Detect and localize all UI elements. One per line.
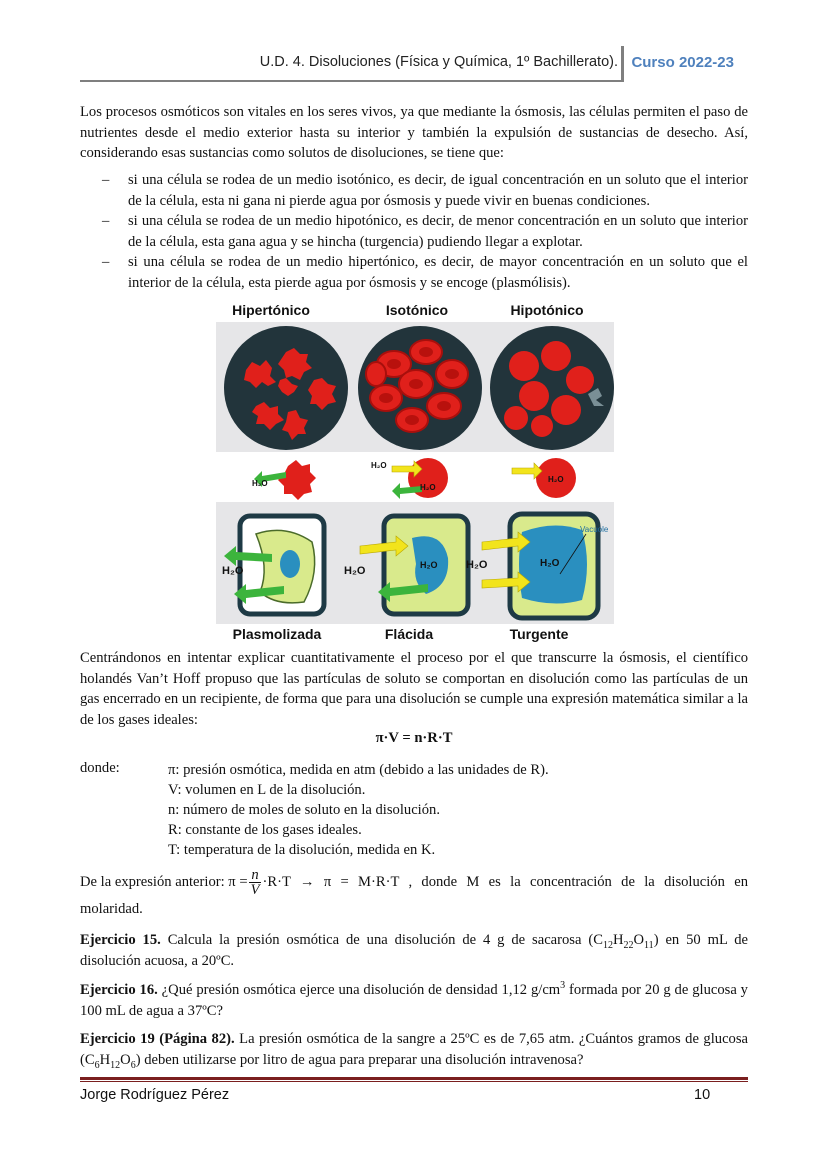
definitions-list (168, 760, 549, 860)
definition-t: T: temperatura de la disolución, medida en K. (168, 842, 436, 858)
label-isotonic: Isotónico (385, 302, 449, 318)
exercise-19 (80, 1029, 748, 1070)
subscript: 12 (110, 1059, 121, 1071)
bullet-list (80, 170, 748, 293)
donde-label: donde: (80, 760, 120, 776)
water-label: H₂O (466, 559, 488, 571)
exercise-19-text-a: La presión osmótica de la sangre a 25ºC es de 7,65 atm. ¿Cuántos gramos de glucosa (C (80, 1031, 749, 1068)
element-symbol: O (120, 1051, 131, 1068)
exercise-16-text-b: formada por 20 g de glucosa y 100 mL de agua a 37ºC? (80, 982, 748, 1019)
subscript: 6 (94, 1059, 100, 1071)
header-rule (80, 80, 621, 82)
page-header (80, 46, 748, 82)
n-over-v-fraction (249, 868, 262, 897)
hypotonic-sample-circle (490, 326, 614, 450)
osmotic-formula: π·V = n·R·T (375, 730, 453, 746)
exercise-19-text-b: ) deben utilizarse por litro de agua para preparar una disolución intravenosa? (135, 1051, 584, 1068)
exercise-16-label: Ejercicio 16. (80, 982, 158, 998)
bullet-hypertonic (80, 252, 748, 293)
bullet-text: si una célula se rodea de un medio hipertónico, es decir, de mayor concentración en un soluto que el interior de la célula, esta pierde agua por ósmosis y se encoge (plasmólisis). (128, 254, 748, 291)
hypertonic-single-cell (252, 460, 316, 500)
isotonic-single-cell (371, 458, 448, 499)
bullet-isotonic (80, 170, 748, 211)
water-label: H₂O (344, 565, 366, 577)
bullet-dash: – (102, 172, 110, 188)
vacuole-label: Vacuole (580, 525, 609, 534)
header-title: U.D. 4. Disoluciones (Física y Química, 1º Bachillerato). (259, 54, 618, 70)
blood-cells-panel (216, 322, 614, 452)
exercise-15-label: Ejercicio 15. (80, 932, 161, 948)
exercise-15 (80, 930, 748, 971)
bullet-hypotonic (80, 211, 748, 252)
expression-prefix: De la expresión anterior: π = (80, 874, 248, 890)
subscript: 11 (644, 939, 654, 951)
hypotonic-single-cell (512, 458, 576, 498)
water-label-small: H₂O (420, 483, 436, 492)
exercise-16-text-a: ¿Qué presión osmótica ejerce una disolución de densidad 1,12 g/cm (161, 982, 561, 998)
subscript: 6 (130, 1059, 136, 1071)
element-symbol: H (612, 932, 624, 948)
header-separator (621, 46, 624, 82)
water-label-small: H₂O (420, 560, 438, 570)
bullet-dash: – (102, 213, 110, 229)
footer-rule-thin (80, 1081, 748, 1082)
hypertonic-sample-circle (224, 326, 348, 450)
expression-suffix: ·R·T → π = M·R·T , donde M es la concentración de la disolución en (262, 874, 748, 890)
water-label: H₂O (222, 565, 244, 577)
header-course: Curso 2022-23 (631, 54, 734, 71)
bullet-dash: – (102, 254, 110, 270)
label-flaccid: Flácida (384, 626, 434, 642)
exercise-16 (80, 980, 748, 1021)
definition-n: n: número de moles de soluto en la disolución. (168, 802, 440, 818)
subscript: 12 (602, 939, 613, 951)
definition-v: V: volumen en L de la disolución. (168, 782, 366, 798)
footer-author: Jorge Rodríguez Pérez (80, 1087, 230, 1103)
exercise-19-label: Ejercicio 19 (Página 82). (80, 1031, 235, 1047)
definition-pi: π: presión osmótica, medida en atm (debido a las unidades de R). (168, 762, 549, 778)
subscript: 22 (623, 939, 634, 951)
element-symbol: H (99, 1051, 111, 1068)
vant-hoff-paragraph: Centrándonos en intentar explicar cuantitativamente el proceso por el que transcurre la ósmosis, el científico holandés Van’t Hoff propuso que las partículas de soluto se comportan en disolución como las partículas de un gas encerrado en un recipiente, de forma que para una disolución se cumple una expresión matemática similar a la de los gases ideales: (80, 650, 748, 728)
fraction-numerator: n (249, 868, 262, 883)
water-label-small: H₂O (252, 479, 268, 488)
superscript: 3 (560, 980, 566, 992)
exercise-15-text-b: ) en 50 mL de disolución acuosa, a 20ºC. (80, 932, 748, 969)
exercise-15-text-a: Calcula la presión osmótica de una disolución de 4 g de sacarosa (C (167, 932, 603, 948)
element-symbol: O (633, 932, 645, 948)
footer-rule-thick (80, 1077, 748, 1080)
water-label-small: H₂O (540, 558, 560, 569)
intro-paragraph: Los procesos osmóticos son vitales en los seres vivos, ya que mediante la ósmosis, las células permiten el paso de nutrientes desde el medio exterior hasta su interior y también la expulsión de sustancias de desecho. Así, considerando esas sustancias como solutos de disoluciones, se tiene que: (80, 104, 748, 161)
bullet-text: si una célula se rodea de un medio isotónico, es decir, de igual concentración en un soluto que el interior de la célula, esta ni gana ni pierde agua por ósmosis y puede vivir en buenas condiciones. (128, 172, 748, 209)
single-cells-row (216, 452, 614, 502)
label-hypotonic: Hipotónico (510, 302, 584, 318)
label-turgid: Turgente (509, 626, 569, 642)
bullet-text: si una célula se rodea de un medio hipotónico, es decir, de menor concentración en un soluto que interior de la célula, esta gana agua y se hincha (turgencia) pudiendo llegar a explotar. (128, 213, 748, 250)
plant-cells-panel (216, 502, 614, 624)
isotonic-sample-circle (358, 326, 482, 450)
footer-page-number: 10 (694, 1087, 711, 1103)
label-hypertonic: Hipertónico (232, 302, 310, 318)
fraction-denominator: V (250, 882, 260, 898)
label-plasmolyzed: Plasmolizada (232, 626, 322, 642)
osmosis-figure (214, 300, 614, 646)
water-label-small: H₂O (548, 475, 564, 484)
water-label-small: H₂O (371, 461, 387, 470)
expression-line2: molaridad. (80, 901, 143, 917)
definition-r: R: constante de los gases ideales. (168, 822, 362, 838)
expression-paragraph (80, 868, 748, 918)
